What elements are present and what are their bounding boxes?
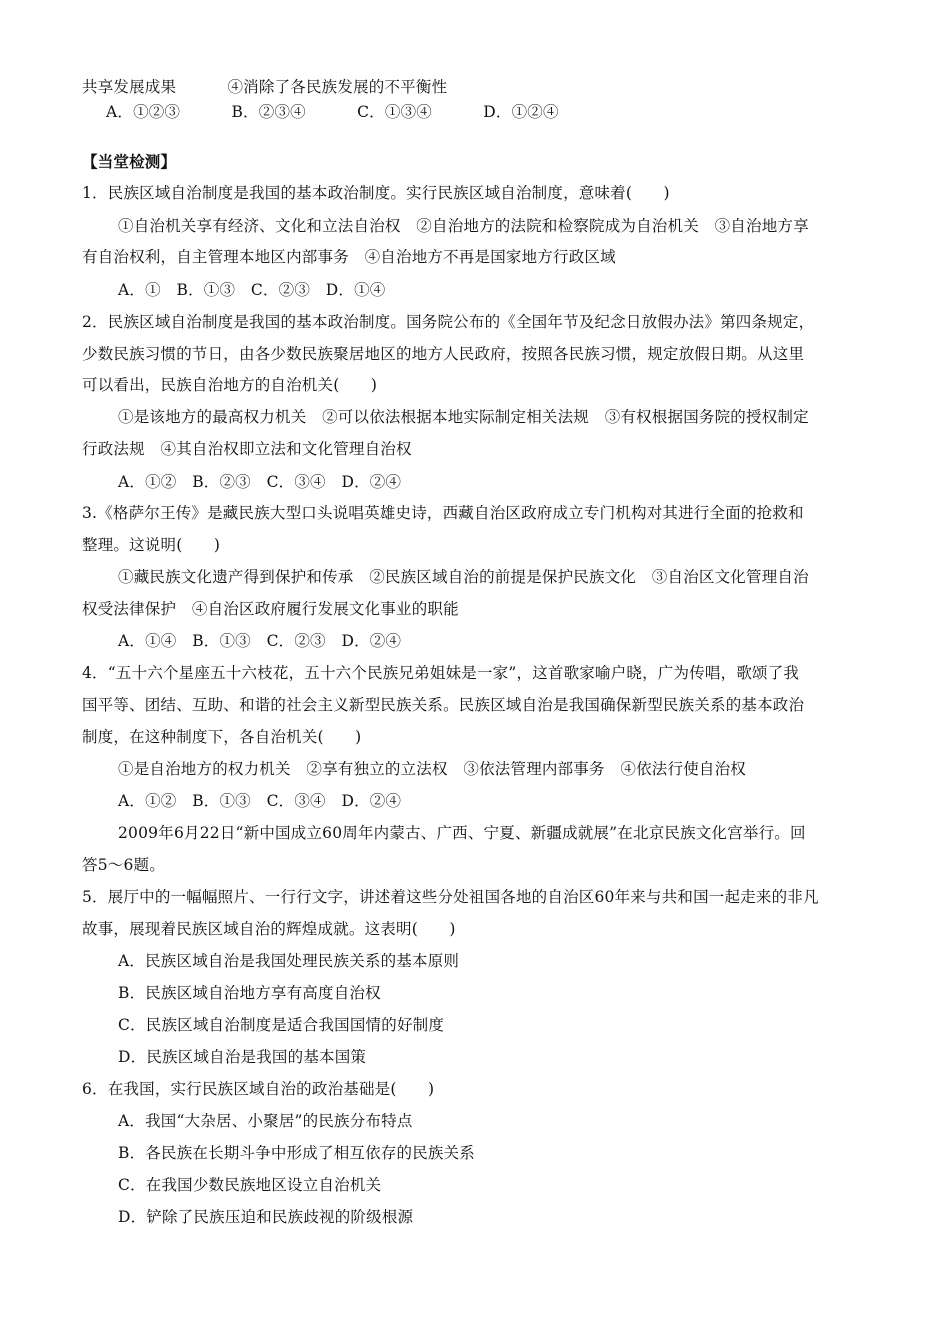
question-3-stem: 整理。这说明( ) (82, 536, 221, 554)
question-5-stem: 故事，展现着民族区域自治的辉煌成就。这表明( ) (82, 920, 456, 938)
question-1-stem: 1．民族区域自治制度是我国的基本政治制度。实行民族区域自治制度，意味着( ) (82, 184, 670, 202)
question-4-options: A．①② B．①③ C．③④ D．②④ (118, 792, 402, 810)
material-intro: 2009年6月22日“新中国成立60周年内蒙古、广西、宁夏、新疆成就展”在北京民族文化宫举行。回 (118, 824, 806, 842)
question-4-stem: 国平等、团结、互助、和谐的社会主义新型民族关系。民族区域自治是我国确保新型民族关系的基本政治 (82, 696, 805, 714)
question-2-statement: 行政法规 ④其自治权即立法和文化管理自治权 (82, 440, 412, 458)
question-2-statement: ①是该地方的最高权力机关 ②可以依法根据本地实际制定相关法规 ③有权根据国务院的授权制定 (118, 408, 809, 426)
question-4-stem: 制度，在这种制度下，各自治机关( ) (82, 728, 362, 746)
question-3-stem: 3.《格萨尔王传》是藏民族大型口头说唱英雄史诗，西藏自治区政府成立专门机构对其进行全面的抢救和 (82, 504, 804, 522)
section-title: 【当堂检测】 (82, 153, 177, 171)
material-intro: 答5～6题。 (82, 856, 165, 874)
question-3-statement: ①藏民族文化遗产得到保护和传承 ②民族区域自治的前提是保护民族文化 ③自治区文化管理自治 (118, 568, 809, 586)
question-5-option-c: C．民族区域自治制度是适合我国国情的好制度 (118, 1016, 445, 1034)
question-5-option-b: B．民族区域自治地方享有高度自治权 (118, 984, 381, 1002)
question-1-statement: ①自治机关享有经济、文化和立法自治权 ②自治地方的法院和检察院成为自治机关 ③自治地方享 (118, 217, 809, 235)
question-6-option-d: D．铲除了民族压迫和民族歧视的阶级根源 (118, 1208, 414, 1226)
question-6-option-b: B．各民族在长期斗争中形成了相互依存的民族关系 (118, 1144, 475, 1162)
question-2-options: A．①② B．②③ C．③④ D．②④ (118, 473, 402, 491)
question-2-stem: 2．民族区域自治制度是我国的基本政治制度。国务院公布的《全国年节及纪念日放假办法》第四条规定， (82, 313, 815, 331)
question-3-statement: 权受法律保护 ④自治区政府履行发展文化事业的职能 (82, 600, 459, 618)
question-2-stem: 少数民族习惯的节日，由各少数民族聚居地区的地方人民政府，按照各民族习惯，规定放假日期。从这里 (82, 345, 805, 363)
prev-question-line: 共享发展成果 ④消除了各民族发展的不平衡性 (82, 78, 448, 96)
question-5-option-d: D．民族区域自治是我国的基本国策 (118, 1048, 367, 1066)
question-5-option-a: A．民族区域自治是我国处理民族关系的基本原则 (118, 952, 460, 970)
question-4-stem: 4．“五十六个星座五十六枝花，五十六个民族兄弟姐妹是一家”，这首歌家喻户晓，广为传唱，歌颂了我 (82, 664, 800, 682)
question-4-statement: ①是自治地方的权力机关 ②享有独立的立法权 ③依法管理内部事务 ④依法行使自治权 (118, 760, 747, 778)
question-1-statement: 有自治权利，自主管理本地区内部事务 ④自治地方不再是国家地方行政区域 (82, 248, 616, 266)
question-6-option-c: C．在我国少数民族地区设立自治机关 (118, 1176, 382, 1194)
question-6-stem: 6．在我国，实行民族区域自治的政治基础是( ) (82, 1080, 435, 1098)
question-1-options: A．① B．①③ C．②③ D．①④ (118, 281, 386, 299)
question-3-options: A．①④ B．①③ C．②③ D．②④ (118, 632, 402, 650)
question-2-stem: 可以看出，民族自治地方的自治机关( ) (82, 376, 378, 394)
prev-question-options: A．①②③ B．②③④ C．①③④ D．①②④ (106, 103, 559, 121)
question-5-stem: 5．展厅中的一幅幅照片、一行行文字，讲述着这些分处祖国各地的自治区60年来与共和国一起走来的非凡 (82, 888, 819, 906)
question-6-option-a: A．我国“大杂居、小聚居”的民族分布特点 (118, 1112, 413, 1130)
